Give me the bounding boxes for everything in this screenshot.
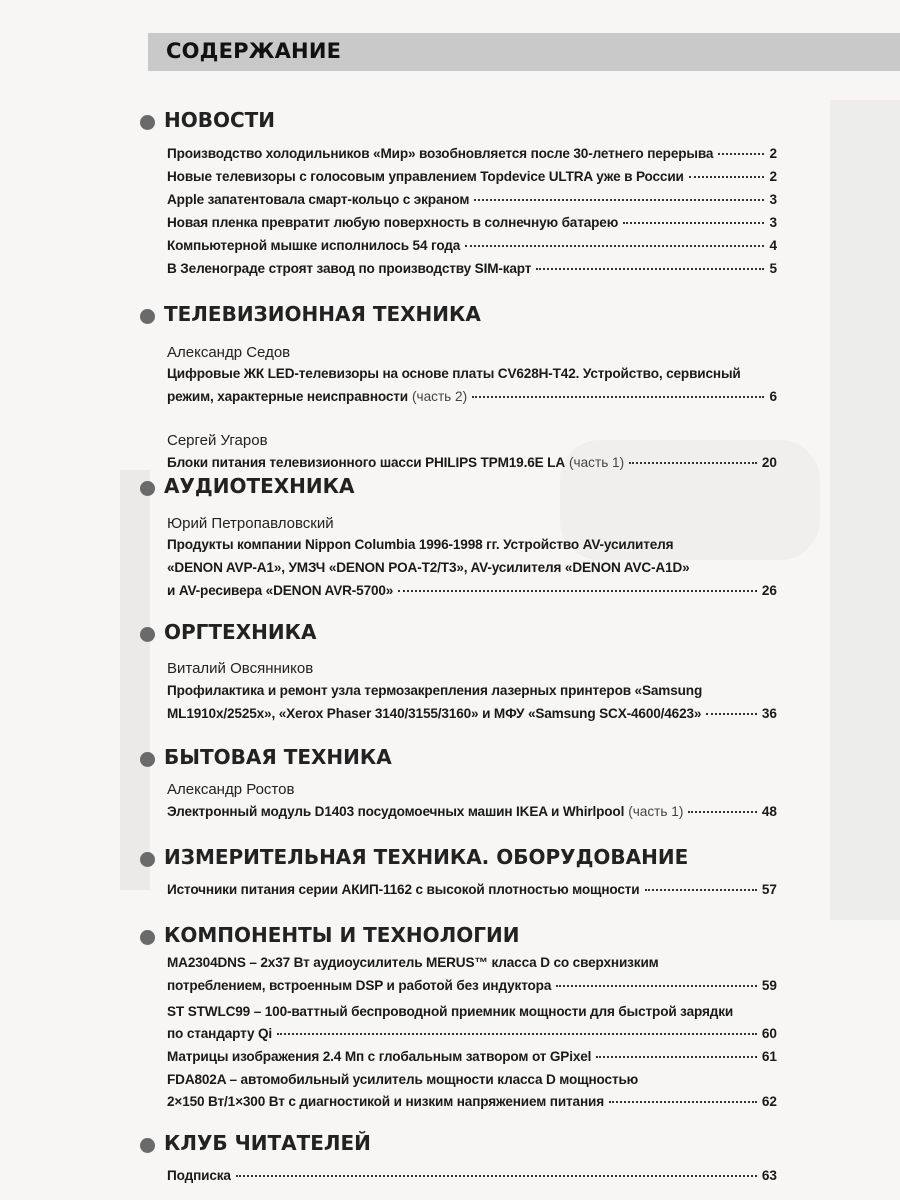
toc-entry-link[interactable] bbox=[167, 146, 777, 168]
bullet-icon bbox=[140, 309, 155, 324]
dot-leader bbox=[398, 590, 757, 592]
page-number: 4 bbox=[769, 238, 777, 253]
bullet-icon bbox=[140, 627, 155, 642]
bullet-icon bbox=[140, 115, 155, 130]
toc-entry-link[interactable] bbox=[167, 882, 777, 904]
dot-leader bbox=[277, 1033, 757, 1035]
toc-entry-line bbox=[167, 560, 777, 582]
page-number: 3 bbox=[769, 192, 777, 207]
entry-title-text: Профилактика и ремонт узла термозакрепления лазерных принтеров «Samsung bbox=[167, 683, 703, 698]
dot-leader bbox=[536, 268, 764, 270]
toc-entry-link[interactable] bbox=[167, 706, 777, 728]
entry-title-text: Матрицы изображения 2.4 Мп с глобальным затвором от GPixel bbox=[167, 1049, 592, 1064]
article-author: Юрий Петропавловский bbox=[167, 515, 334, 532]
entry-title-text: Производство холодильников «Мир» возобновляется после 30-летнего перерыва bbox=[167, 146, 714, 161]
article-author: Александр Ростов bbox=[167, 781, 295, 798]
entry-title-text: Компьютерной мышке исполнилось 54 года bbox=[167, 238, 461, 253]
article-author: Сергей Угаров bbox=[167, 432, 268, 449]
section-title: ТЕЛЕВИЗИОННАЯ ТЕХНИКА bbox=[164, 302, 481, 326]
page-number: 2 bbox=[769, 169, 777, 184]
dot-leader bbox=[465, 245, 764, 247]
section-title: БЫТОВАЯ ТЕХНИКА bbox=[164, 745, 392, 769]
dot-leader bbox=[688, 811, 757, 813]
entry-title-text: ST STWLC99 – 100-ваттный беспроводной приемник мощности для быстрой зарядки bbox=[167, 1004, 734, 1019]
toc-entry-link[interactable] bbox=[167, 1168, 777, 1190]
page-number: 5 bbox=[769, 261, 777, 276]
toc-entry-link[interactable] bbox=[167, 192, 777, 214]
toc-entry-link[interactable] bbox=[167, 1049, 777, 1071]
page-number: 26 bbox=[761, 583, 777, 598]
page-number: 20 bbox=[761, 455, 777, 470]
section-title: НОВОСТИ bbox=[164, 108, 276, 132]
toc-entry-line bbox=[167, 683, 777, 705]
toc-entry-link[interactable] bbox=[167, 978, 777, 1000]
dot-leader bbox=[706, 713, 757, 715]
page-number: 60 bbox=[761, 1026, 777, 1041]
entry-title-text: MA2304DNS – 2x37 Вт аудиоусилитель MERUS™ класса D со сверхнизким bbox=[167, 955, 659, 970]
entry-title-text: В Зеленограде строят завод по производству SIM-карт bbox=[167, 261, 532, 276]
bullet-icon bbox=[140, 852, 155, 867]
entry-title-text: FDA802A – автомобильный усилитель мощности класса D мощностью bbox=[167, 1072, 639, 1087]
toc-entry-line bbox=[167, 537, 777, 559]
toc-entry-line bbox=[167, 1072, 777, 1094]
section-title: ОРГТЕХНИКА bbox=[164, 620, 317, 644]
toc-entry-link[interactable] bbox=[167, 261, 777, 283]
page-number: 48 bbox=[761, 804, 777, 819]
entry-title-text: Apple запатентовала смарт-кольцо с экраном bbox=[167, 192, 470, 207]
entry-title-text: Продукты компании Nippon Columbia 1996-1998 гг. Устройство AV-усилителя bbox=[167, 537, 674, 552]
page-number: 2 bbox=[769, 146, 777, 161]
entry-title-text: потреблением, встроенным DSP и работой без индуктора bbox=[167, 978, 552, 993]
toc-entry-line bbox=[167, 955, 777, 977]
bullet-icon bbox=[140, 1138, 155, 1153]
page-number: 57 bbox=[761, 882, 777, 897]
dot-leader bbox=[718, 153, 764, 155]
toc-entry-line bbox=[167, 1004, 777, 1026]
page-number: 36 bbox=[761, 706, 777, 721]
entry-title-text: по стандарту Qi bbox=[167, 1026, 273, 1041]
page-title: СОДЕРЖАНИЕ bbox=[166, 39, 342, 63]
dot-leader bbox=[645, 889, 757, 891]
toc-entry-link[interactable] bbox=[167, 804, 777, 826]
dot-leader bbox=[623, 222, 764, 224]
entry-title-text: Электронный модуль D1403 посудомоечных машин IKEA и Whirlpool bbox=[167, 804, 625, 819]
entry-title-text: Новая пленка превратит любую поверхность в солнечную батарею bbox=[167, 215, 619, 230]
entry-title-text: ML1910x/2525x», «Xerox Phaser 3140/3155/3160» и МФУ «Samsung SCX-4600/4623» bbox=[167, 706, 702, 721]
section-title: ИЗМЕРИТЕЛЬНАЯ ТЕХНИКА. ОБОРУДОВАНИЕ bbox=[164, 845, 689, 869]
article-author: Виталий Овсянников bbox=[167, 660, 314, 677]
entry-title-text: Подписка bbox=[167, 1168, 231, 1183]
toc-entry-line bbox=[167, 366, 777, 388]
page-number: 3 bbox=[769, 215, 777, 230]
toc-entry-link[interactable] bbox=[167, 583, 777, 605]
toc-entry-link[interactable] bbox=[167, 215, 777, 237]
entry-part-label: (часть 1) bbox=[569, 455, 625, 470]
entry-title-text: Новые телевизоры с голосовым управлением Topdevice ULTRA уже в России bbox=[167, 169, 684, 184]
toc-entry-link[interactable] bbox=[167, 1026, 777, 1048]
section-title: АУДИОТЕХНИКА bbox=[164, 474, 355, 498]
entry-title-text: 2×150 Вт/1×300 Вт с диагностикой и низким напряжением питания bbox=[167, 1094, 604, 1109]
page-number: 63 bbox=[761, 1168, 777, 1183]
toc-entry-link[interactable] bbox=[167, 238, 777, 260]
entry-title-text: Источники питания серии АКИП-1162 с высокой плотностью мощности bbox=[167, 882, 640, 897]
dot-leader bbox=[236, 1175, 757, 1177]
entry-title-text: «DENON AVP-A1», УМЗЧ «DENON POA-T2/T3», AV-усилителя «DENON AVC-A1D» bbox=[167, 560, 690, 575]
entry-title-text: Блоки питания телевизионного шасси PHILIPS TPM19.6E LA bbox=[167, 455, 565, 470]
entry-title-text: режим, характерные неисправности bbox=[167, 389, 408, 404]
bullet-icon bbox=[140, 930, 155, 945]
toc-entry-link[interactable] bbox=[167, 1094, 777, 1116]
section-title: КЛУБ ЧИТАТЕЛЕЙ bbox=[164, 1131, 371, 1155]
toc-entry-link[interactable] bbox=[167, 389, 777, 411]
dot-leader bbox=[596, 1056, 757, 1058]
entry-title-text: и AV-ресивера «DENON AVR-5700» bbox=[167, 583, 394, 598]
entry-part-label: (часть 1) bbox=[628, 804, 684, 819]
section-title: КОМПОНЕНТЫ И ТЕХНОЛОГИИ bbox=[164, 923, 520, 947]
page-number: 62 bbox=[761, 1094, 777, 1109]
bullet-icon bbox=[140, 481, 155, 496]
dot-leader bbox=[472, 396, 764, 398]
entry-title-text: Цифровые ЖК LED-телевизоры на основе платы CV628H-T42. Устройство, сервисный bbox=[167, 366, 741, 381]
dot-leader bbox=[609, 1101, 757, 1103]
dot-leader bbox=[474, 199, 764, 201]
toc-entry-link[interactable] bbox=[167, 169, 777, 191]
page-number: 59 bbox=[761, 978, 777, 993]
dot-leader bbox=[689, 176, 765, 178]
page-number: 6 bbox=[769, 389, 777, 404]
dot-leader bbox=[629, 462, 757, 464]
article-author: Александр Седов bbox=[167, 344, 291, 361]
bullet-icon bbox=[140, 752, 155, 767]
dot-leader bbox=[556, 985, 757, 987]
entry-part-label: (часть 2) bbox=[411, 389, 468, 404]
page-number: 61 bbox=[761, 1049, 777, 1064]
